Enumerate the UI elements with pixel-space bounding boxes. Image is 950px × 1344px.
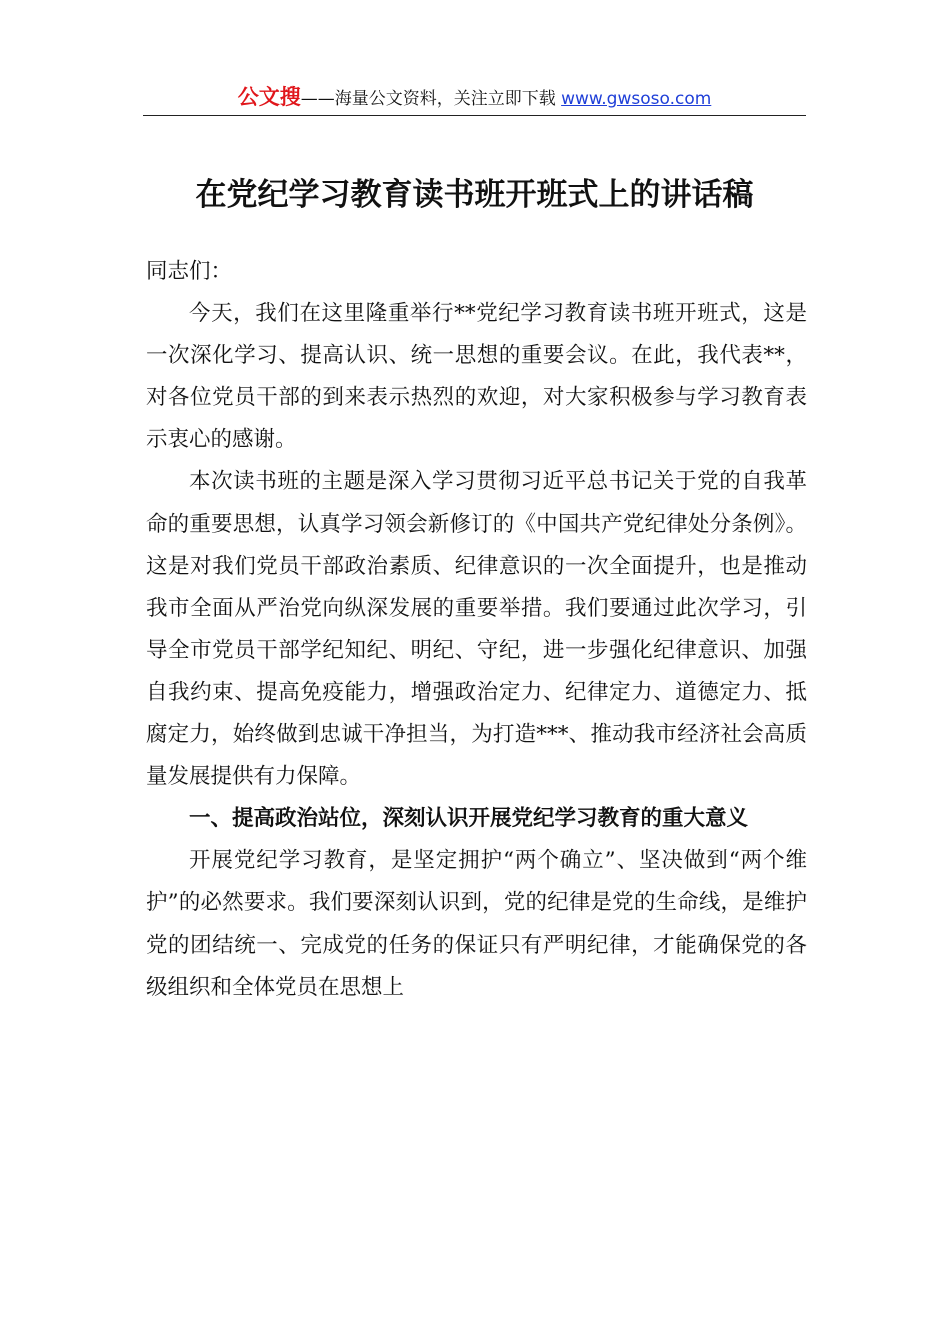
paragraph-opening: 今天，我们在这里隆重举行**党纪学习教育读书班开班式，这是一次深化学习、提高认识、统一思想的重要会议。在此，我代表**，对各位党员干部的到来表示热烈的欢迎，对大家积极参与学习教育表示衷心的感谢。	[146, 301, 807, 453]
document-title: 在党纪学习教育读书班开班式上的讲话稿	[195, 177, 754, 213]
page-header	[143, 82, 806, 116]
brand-name: 公文搜	[237, 85, 301, 109]
paragraph-significance: 开展党纪学习教育，是坚定拥护“两个确立”、坚决做到“两个维护”的必然要求。我们要深刻认识到，党的纪律是党的生命线，是维护党的团结统一、完成党的任务的保证只有严明纪律，才能确保党的各级组织和全体党员在思想上	[146, 848, 807, 1000]
site-link[interactable]: www.gwsoso.com	[561, 89, 712, 109]
header-divider	[143, 115, 806, 116]
header-tagline: ——海量公文资料，关注立即下载	[300, 89, 556, 109]
document-body	[146, 251, 807, 1009]
salutation: 同志们：	[146, 259, 233, 284]
paragraph-theme: 本次读书班的主题是深入学习贯彻习近平总书记关于党的自我革命的重要思想，认真学习领会新修订的《中国共产党纪律处分条例》。这是对我们党员干部政治素质、纪律意识的一次全面提升，也是推动我市全面从严治党向纵深发展的重要举措。我们要通过此次学习，引导全市党员干部学纪知纪、明纪、守纪，进一步强化纪律意识、加强自我约束、提高免疫能力，增强政治定力、纪律定力、道德定力、抵腐定力，始终做到忠诚干净担当，为打造***、推动我市经济社会高质量发展提供有力保障。	[146, 469, 807, 790]
section-heading-1: 一、提高政治站位，深刻认识开展党纪学习教育的重大意义	[189, 806, 749, 832]
